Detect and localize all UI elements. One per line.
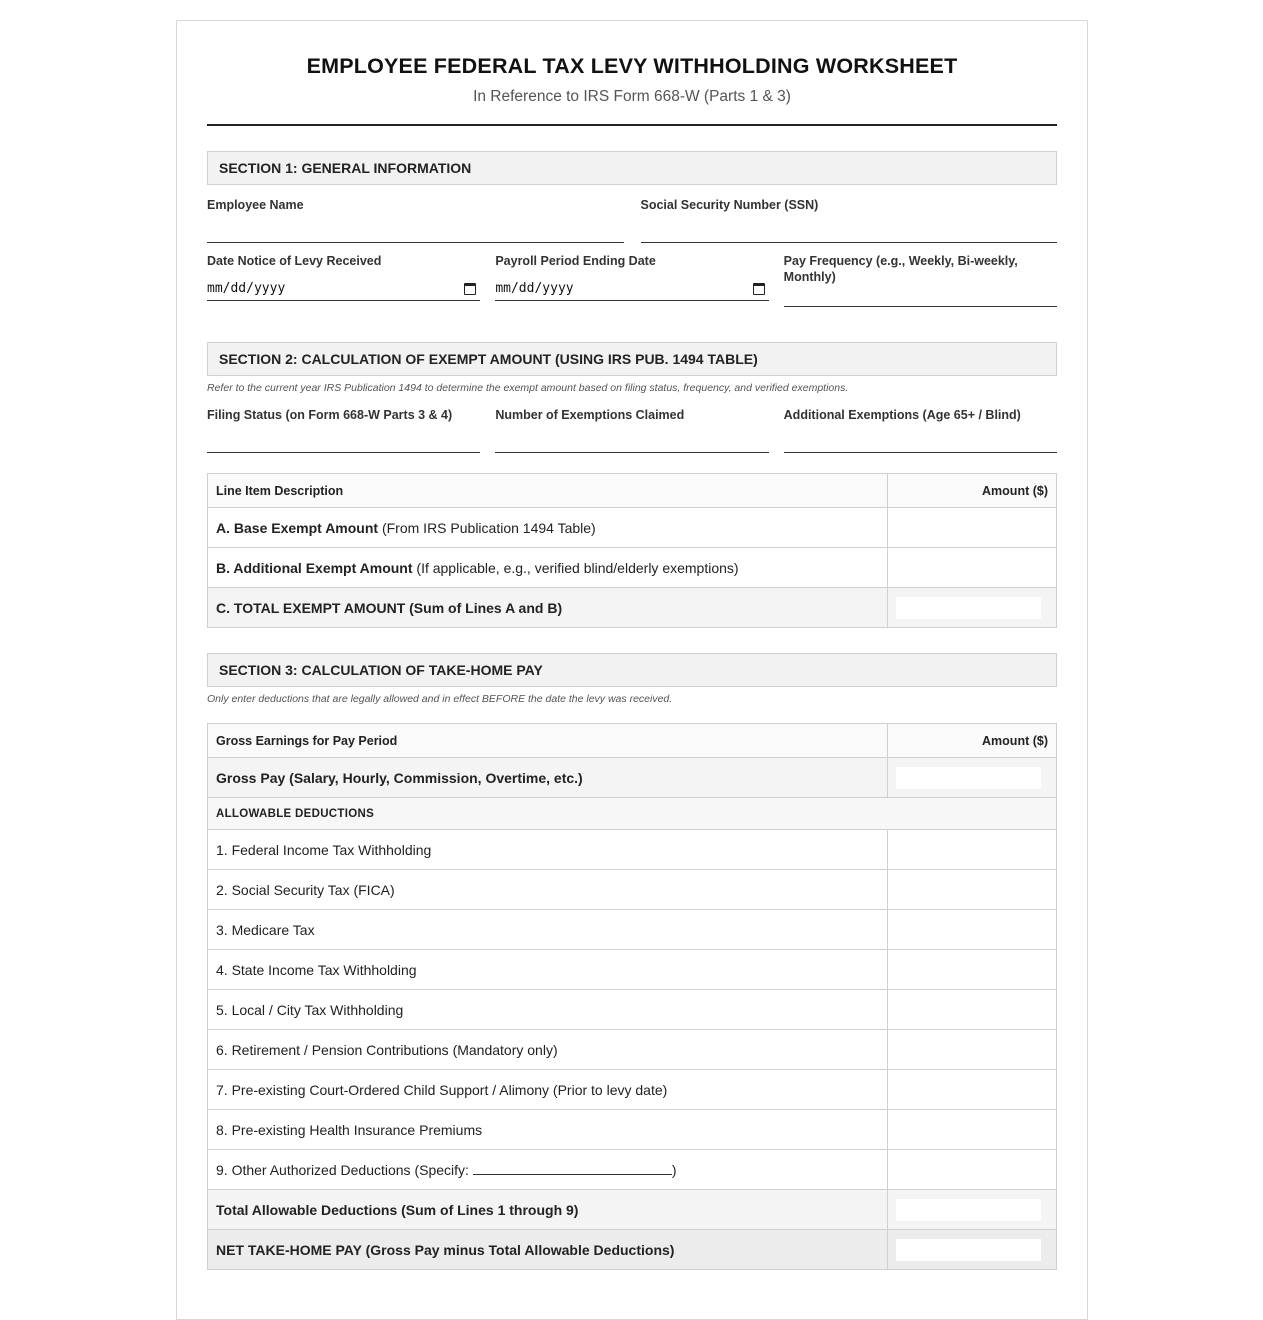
table-row [208, 758, 1057, 798]
period-end-label: Payroll Period Ending Date [495, 254, 656, 268]
deduction-label: 6. Retirement / Pension Contributions (Mandatory only) [208, 1030, 888, 1070]
employee-name-group [207, 197, 624, 243]
table-header-row [208, 474, 1057, 508]
deduction-amount-input[interactable] [888, 990, 1057, 1030]
additional-exemptions-input[interactable] [784, 423, 1057, 453]
table-row [208, 910, 1057, 950]
row-a-description [208, 508, 888, 548]
table-row [208, 548, 1057, 588]
row-b-detail: (If applicable, e.g., verified blind/elderly exemptions) [412, 559, 739, 576]
table-row [208, 1110, 1057, 1150]
header-divider [207, 124, 1057, 126]
period-end-placeholder: mm/dd/yyyy [495, 281, 574, 296]
row-b-amount-input[interactable] [888, 548, 1057, 588]
section2-note: Refer to the current year IRS Publication 1494 to determine the exempt amount based on filing status, frequency, and verified exemptions. [207, 382, 849, 394]
gross-pay-cell [888, 758, 1057, 798]
other-deduction-prefix: 9. Other Authorized Deductions (Specify: [216, 1161, 473, 1178]
total-deductions-cell [888, 1190, 1057, 1230]
row-b-label: B. Additional Exempt Amount [216, 559, 413, 576]
net-take-home-amount-input[interactable] [896, 1239, 1041, 1261]
gross-pay-amount-input[interactable] [896, 767, 1041, 789]
deductions-subheading: ALLOWABLE DEDUCTIONS [208, 798, 1057, 830]
other-deduction-specify-input[interactable] [473, 1163, 672, 1175]
table-row [208, 1030, 1057, 1070]
deductions-subheading-row [208, 798, 1057, 830]
exemptions-input[interactable] [495, 423, 768, 453]
pay-frequency-input[interactable] [784, 285, 1057, 307]
deduction-label: 1. Federal Income Tax Withholding [208, 830, 888, 870]
deduction-amount-input[interactable] [888, 1030, 1057, 1070]
deduction-label: 8. Pre-existing Health Insurance Premiums [208, 1110, 888, 1150]
notice-date-group [207, 253, 480, 307]
total-deductions-amount-input[interactable] [896, 1199, 1041, 1221]
calendar-icon[interactable] [753, 283, 765, 295]
notice-date-placeholder: mm/dd/yyyy [207, 281, 286, 296]
deduction-label: 3. Medicare Tax [208, 910, 888, 950]
table-row [208, 950, 1057, 990]
total-exempt-amount-input[interactable] [896, 597, 1041, 619]
worksheet-page [176, 20, 1088, 1320]
section1-row1 [207, 197, 1057, 243]
section2-fields [207, 407, 1057, 453]
deduction-amount-input[interactable] [888, 910, 1057, 950]
row-a-label: A. Base Exempt Amount [216, 519, 379, 536]
deduction-amount-input[interactable] [888, 950, 1057, 990]
additional-exemptions-group [784, 407, 1057, 453]
table-row [208, 1230, 1057, 1270]
table-row [208, 1070, 1057, 1110]
section1-heading: SECTION 1: GENERAL INFORMATION [207, 151, 1057, 185]
row-b-description [208, 548, 888, 588]
ssn-label: Social Security Number (SSN) [640, 198, 819, 212]
deduction-label: 2. Social Security Tax (FICA) [208, 870, 888, 910]
exempt-amount-table [207, 473, 1057, 628]
pay-frequency-group [784, 253, 1057, 307]
table-row [208, 1150, 1057, 1190]
notice-date-label: Date Notice of Levy Received [207, 254, 382, 268]
section2-heading: SECTION 2: CALCULATION OF EXEMPT AMOUNT (USING IRS PUB. 1494 TABLE) [207, 342, 1057, 376]
exemptions-label: Number of Exemptions Claimed [495, 408, 685, 422]
pay-frequency-label: Pay Frequency (e.g., Weekly, Bi-weekly, Monthly) [783, 254, 1018, 284]
deduction-amount-input[interactable] [888, 870, 1057, 910]
table-header-row [208, 724, 1057, 758]
document-header [207, 21, 1057, 106]
period-end-input[interactable] [495, 277, 768, 301]
document-subtitle: In Reference to IRS Form 668-W (Parts 1 & 3) [473, 88, 791, 105]
table-row [208, 990, 1057, 1030]
total-exempt-label: C. TOTAL EXEMPT AMOUNT (Sum of Lines A and B) [208, 588, 888, 628]
additional-exemptions-label: Additional Exemptions (Age 65+ / Blind) [783, 408, 1021, 422]
col-header-amount: Amount ($) [888, 724, 1057, 758]
deduction-label: 4. State Income Tax Withholding [208, 950, 888, 990]
filing-status-group [207, 407, 480, 453]
filing-status-input[interactable] [207, 423, 480, 453]
table-row [208, 588, 1057, 628]
section1-row2 [207, 253, 1057, 307]
table-row [208, 508, 1057, 548]
employee-name-label: Employee Name [207, 198, 304, 212]
total-exempt-cell [888, 588, 1057, 628]
net-take-home-label: NET TAKE-HOME PAY (Gross Pay minus Total Allowable Deductions) [208, 1230, 888, 1270]
row-a-detail: (From IRS Publication 1494 Table) [378, 519, 596, 536]
table-row [208, 1190, 1057, 1230]
deduction-amount-input[interactable] [888, 1110, 1057, 1150]
document-title: EMPLOYEE FEDERAL TAX LEVY WITHHOLDING WORKSHEET [306, 54, 958, 78]
filing-status-label: Filing Status (on Form 668-W Parts 3 & 4) [207, 408, 453, 422]
table-row [208, 870, 1057, 910]
deduction-label: 7. Pre-existing Court-Ordered Child Support / Alimony (Prior to levy date) [208, 1070, 888, 1110]
employee-name-input[interactable] [207, 213, 624, 243]
gross-pay-label: Gross Pay (Salary, Hourly, Commission, Overtime, etc.) [208, 758, 888, 798]
total-deductions-label: Total Allowable Deductions (Sum of Lines 1 through 9) [208, 1190, 888, 1230]
ssn-group [641, 197, 1058, 243]
calendar-icon[interactable] [464, 283, 476, 295]
deduction-amount-input[interactable] [888, 1150, 1057, 1190]
period-end-group [495, 253, 768, 307]
other-deduction-description [208, 1150, 888, 1190]
table-row [208, 830, 1057, 870]
other-deduction-suffix: ) [671, 1161, 677, 1178]
col-header-gross-earnings: Gross Earnings for Pay Period [208, 724, 888, 758]
deduction-amount-input[interactable] [888, 830, 1057, 870]
deduction-amount-input[interactable] [888, 1070, 1057, 1110]
section3-heading: SECTION 3: CALCULATION OF TAKE-HOME PAY [207, 653, 1057, 687]
row-a-amount-input[interactable] [888, 508, 1057, 548]
ssn-input[interactable] [641, 213, 1058, 243]
section3-note: Only enter deductions that are legally allowed and in effect BEFORE the date the levy was received. [207, 693, 673, 705]
exemptions-group [495, 407, 768, 453]
take-home-pay-table [207, 723, 1057, 1270]
notice-date-input[interactable] [207, 277, 480, 301]
deduction-label: 5. Local / City Tax Withholding [208, 990, 888, 1030]
col-header-amount: Amount ($) [888, 474, 1057, 508]
net-take-home-cell [888, 1230, 1057, 1270]
col-header-description: Line Item Description [208, 474, 888, 508]
